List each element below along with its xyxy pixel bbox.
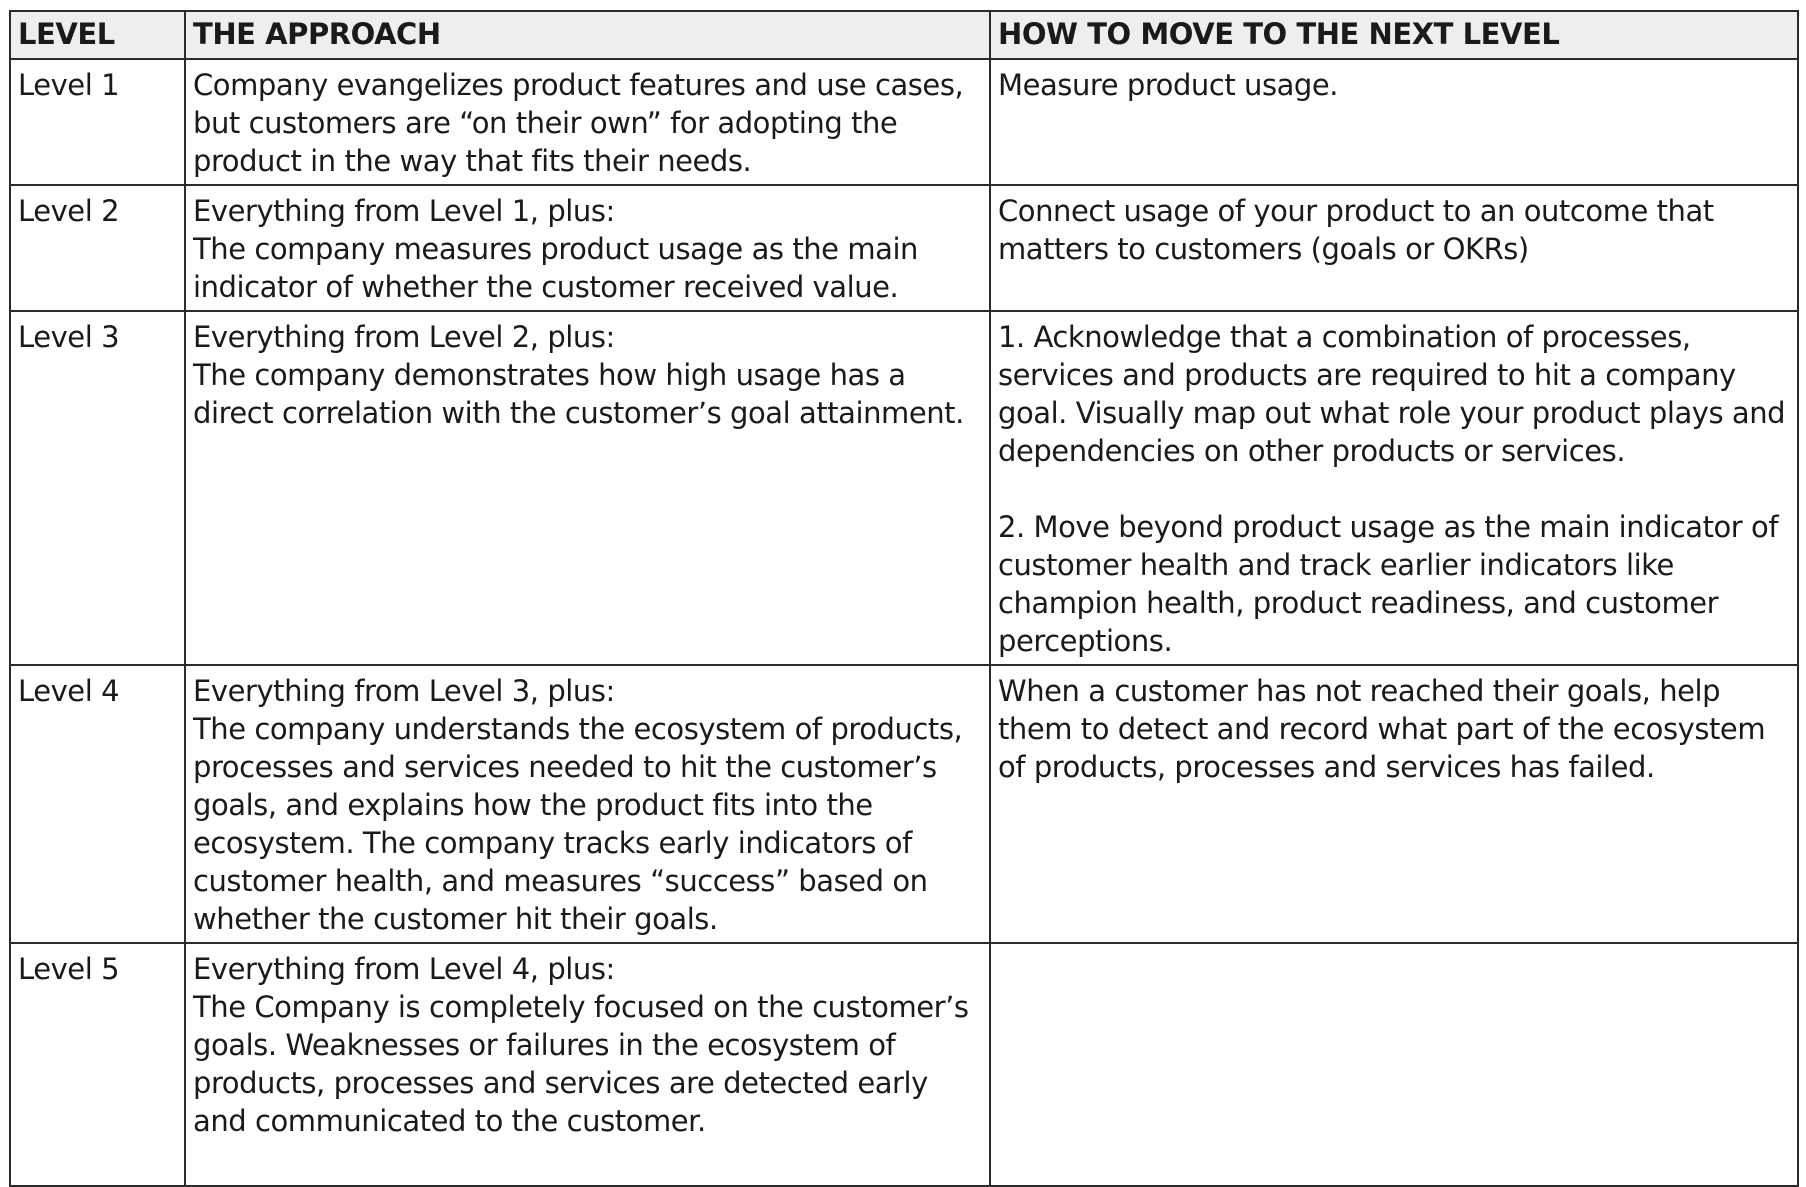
level-cell: Level 4: [10, 665, 185, 943]
approach-intro: Everything from Level 4, plus:: [193, 952, 615, 986]
header-next-level: HOW TO MOVE TO THE NEXT LEVEL: [990, 11, 1798, 59]
next-step-cell-empty: [990, 943, 1798, 1186]
approach-text: The Company is completely focused on the customer’s goals. Weaknesses or failures in the ecosystem of products, processes and services are detected early and communicated to the customer.: [193, 990, 969, 1138]
next-step-item-1: 1. Acknowledge that a combination of processes, services and products are required to hit a company goal. Visually map out what role your product plays and dependencies on other products or services.: [998, 320, 1786, 468]
header-level: LEVEL: [10, 11, 185, 59]
table-row-level-1: [10, 59, 1798, 185]
next-step-text: Connect usage of your product to an outcome that matters to customers (goals or OKRs): [998, 194, 1714, 266]
next-step-text: When a customer has not reached their goals, help them to detect and record what part of the ecosystem of products, processes and services has failed.: [998, 674, 1766, 784]
approach-intro: Everything from Level 3, plus:: [193, 674, 615, 708]
header-row: [10, 11, 1798, 59]
approach-text: The company demonstrates how high usage has a direct correlation with the customer’s goal attainment.: [193, 358, 964, 430]
table-row-level-2: [10, 185, 1798, 311]
approach-cell: [185, 665, 990, 943]
approach-intro: Everything from Level 1, plus:: [193, 194, 615, 228]
next-step-cell: [990, 665, 1798, 943]
table-row-level-3: [10, 311, 1798, 665]
next-step-text: Measure product usage.: [998, 68, 1339, 102]
level-cell: Level 2: [10, 185, 185, 311]
table-row-level-5: [10, 943, 1798, 1186]
level-cell: Level 1: [10, 59, 185, 185]
level-cell: Level 5: [10, 943, 185, 1186]
approach-intro: Everything from Level 2, plus:: [193, 320, 615, 354]
header-approach: THE APPROACH: [185, 11, 990, 59]
maturity-model-table: [9, 10, 1799, 1187]
approach-cell: [185, 943, 990, 1186]
next-step-cell: [990, 59, 1798, 185]
next-step-item-2: 2. Move beyond product usage as the main indicator of customer health and track earlier indicators like champion health, product readiness, and customer perceptions.: [998, 510, 1779, 658]
approach-text: The company understands the ecosystem of products, processes and services needed to hit the customer’s goals, and explains how the product fits into the ecosystem. The company tracks early indicators of customer health, and measures “success” based on whether the customer hit their goals.: [193, 712, 963, 936]
next-step-cell: [990, 311, 1798, 665]
approach-cell: [185, 311, 990, 665]
level-cell: Level 3: [10, 311, 185, 665]
approach-text: Company evangelizes product features and use cases, but customers are “on their own” for adopting the product in the way that fits their needs.: [193, 68, 964, 178]
next-step-cell: [990, 185, 1798, 311]
approach-text: The company measures product usage as the main indicator of whether the customer received value.: [193, 232, 918, 304]
approach-cell: [185, 185, 990, 311]
table-row-level-4: [10, 665, 1798, 943]
approach-cell: [185, 59, 990, 185]
